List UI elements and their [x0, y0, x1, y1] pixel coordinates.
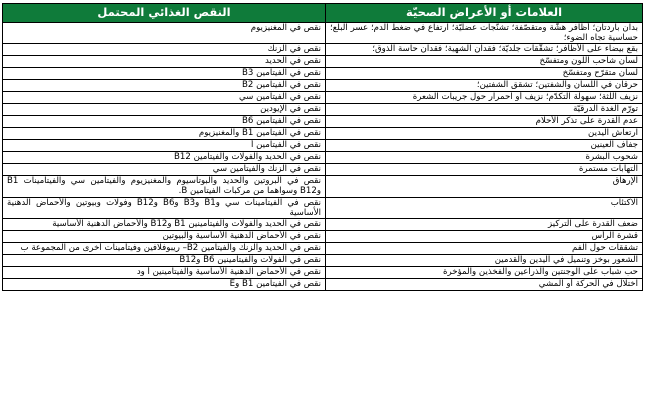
deficiency-cell: نقص في الزنك والفيتامين سي [3, 164, 326, 176]
table-row [3, 104, 643, 116]
symptom-cell: ضعف القدرة على التركيز [326, 218, 643, 230]
nutrition-deficiency-table [2, 3, 643, 291]
deficiency-cell: نقص في الزنك [3, 44, 326, 56]
table-body [3, 23, 643, 291]
symptom-cell: الاكتئاب [326, 197, 643, 218]
table-row [3, 164, 643, 176]
symptom-cell: حب شباب على الوجنتين والذراعين والفخذين والمؤخرة [326, 266, 643, 278]
symptom-cell: قشرة الرأس [326, 230, 643, 242]
symptom-cell: حرقان في اللسان والشفتين؛ تشقق الشفتين؛ [326, 80, 643, 92]
symptom-cell: تورّم الغدة الدرقيّة [326, 104, 643, 116]
table-row [3, 254, 643, 266]
symptom-cell: الشعور بوخز وتنميل في اليدين والقدمين [326, 254, 643, 266]
table-row [3, 23, 643, 44]
table-row [3, 128, 643, 140]
deficiency-cell: نقص في الفيتامينات سي وB1 وB3 وB6 وB12 وفولات وبيوتين والأحماض الدهنية الأساسية [3, 197, 326, 218]
deficiency-cell: نقص في الإيودين [3, 104, 326, 116]
symptom-cell: بقع بيضاء على الأظافر؛ تشقّقات جلديّة؛ فقدان الشهية؛ فقدان حاسة الذوق؛ [326, 44, 643, 56]
deficiency-cell: نقص في الفيتامين B3 [3, 68, 326, 80]
symptom-cell: جفاف العينين [326, 140, 643, 152]
symptom-cell: نزيف اللثة؛ سهولة التكدّم؛ نزيف أو احمرار حول جريبات الشعرة [326, 92, 643, 104]
deficiency-cell: نقص في الفيتامين B1 وE [3, 278, 326, 290]
symptom-cell: اختلال في الحركة أو المشي [326, 278, 643, 290]
deficiency-cell: نقص في الحديد والفولات والفيتامين B12 [3, 152, 326, 164]
symptom-cell: لسان شاحب اللون ومتفسّخ [326, 56, 643, 68]
table-header-row [3, 4, 643, 23]
table-row [3, 197, 643, 218]
deficiency-cell: نقص في الفيتامين أ [3, 140, 326, 152]
symptom-cell: عدم القدرة على تذكر الأحلام [326, 116, 643, 128]
deficiency-cell: نقص في الأحماض الدهنية الأساسية والبيوتين [3, 230, 326, 242]
deficiency-cell: نقص في الحديد والفولات والفيتامينين B1 وB12 والأحماض الدهنية الأساسية [3, 218, 326, 230]
table-row [3, 116, 643, 128]
table-row [3, 68, 643, 80]
deficiency-cell: نقص في الحديد والزنك والفيتامين B2– ريبوفلافين وفيتامينات أخرى من المجموعة ب [3, 242, 326, 254]
deficiency-cell: نقص في الفولات والفيتامينين B6 وB12 [3, 254, 326, 266]
symptom-cell: التهابات مستمرة [326, 164, 643, 176]
table-row [3, 176, 643, 197]
symptom-cell: تشققات حول الفم [326, 242, 643, 254]
table-row [3, 278, 643, 290]
table-row [3, 242, 643, 254]
deficiency-cell: نقص في البروتين والحديد والبوتاسيوم والمغنيزيوم والفيتامين سي والفيتامينات B1 وB12 وسواهما من مركبات الفيتامين B. [3, 176, 326, 197]
deficiency-cell: نقص في الحديد [3, 56, 326, 68]
deficiency-cell: نقص في المغنيزيوم [3, 23, 326, 44]
table-row [3, 218, 643, 230]
symptom-cell: ارتعاش اليدين [326, 128, 643, 140]
table-row [3, 56, 643, 68]
symptom-cell: لسان متقرّح ومتفسّخ [326, 68, 643, 80]
table-row [3, 266, 643, 278]
table-row [3, 230, 643, 242]
table-row [3, 140, 643, 152]
deficiency-cell: نقص في الفيتامين سي [3, 92, 326, 104]
deficiency-cell: نقص في الأحماض الدهنية الأساسية والفيتامينين أ ود [3, 266, 326, 278]
deficiency-cell: نقص في الفيتامين B1 والمغنيزيوم [3, 128, 326, 140]
deficiency-cell: نقص في الفيتامين B6 [3, 116, 326, 128]
table-row [3, 152, 643, 164]
header-deficiency: النقص الغذائي المحتمل [3, 4, 326, 23]
deficiency-cell: نقص في الفيتامين B2 [3, 80, 326, 92]
nutrition-table-container [2, 3, 642, 291]
symptom-cell: بدان باردتان؛ أظافر هشّة ومتقصّفة؛ تشنّجات عضليّة؛ ارتفاع في ضغط الدم؛ عسر البلع؛ حساسية تجاه الضوء؛ [326, 23, 643, 44]
symptom-cell: الإرهاق [326, 176, 643, 197]
symptom-cell: شحوب البشرة [326, 152, 643, 164]
table-row [3, 44, 643, 56]
table-row [3, 80, 643, 92]
header-symptoms: العلامات أو الأعراض الصحيّة [326, 4, 643, 23]
table-row [3, 92, 643, 104]
